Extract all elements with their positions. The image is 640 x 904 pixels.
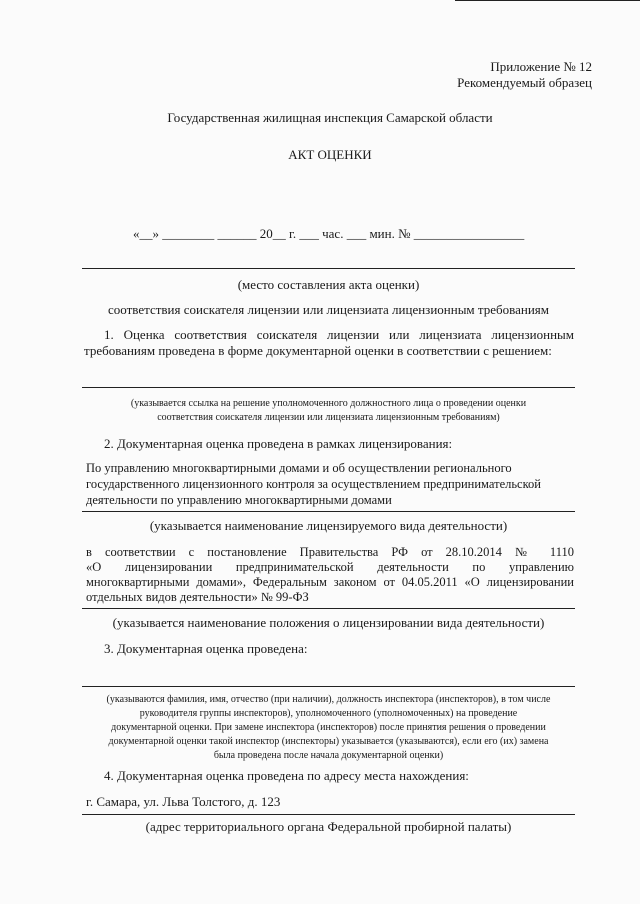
section4-underline	[82, 814, 575, 815]
section2-regulation-underline	[82, 608, 575, 609]
section1-line1: 1. Оценка соответствия соискателя лицензии или лицензиата лицензионным	[104, 327, 574, 342]
section1-line2: требованиям проведена в форме документарной оценки в соответствии с решением:	[84, 343, 552, 358]
place-caption: (место составления акта оценки)	[237, 277, 420, 292]
section2-activity-underline	[82, 511, 575, 512]
section3-underline	[82, 686, 575, 687]
document-title: АКТ ОЦЕНКИ	[288, 147, 372, 162]
section3-caption-line4: документарной оценки такой инспектор (инспекторы) указывается (указываются), если его (их) замена	[108, 736, 549, 747]
section3-caption-line1: (указываются фамилия, имя, отчество (при наличии), должность инспектора (инспекторов), в том числе	[106, 694, 551, 705]
place-underline	[82, 268, 575, 269]
organization-name: Государственная жилищная инспекция Самарской области	[167, 110, 493, 125]
section2-activity-line1: По управлению многоквартирными домами и об осуществлении регионального	[86, 461, 512, 475]
sample-label: Рекомендуемый образец	[457, 75, 592, 90]
date-number-line: «__» ________ ______ 20__ г. ___ час. ___ мин. № _________________	[133, 226, 525, 241]
appendix-number: Приложение № 12	[490, 59, 592, 74]
section2-activity-caption: (указывается наименование лицензируемого вида деятельности)	[149, 518, 508, 533]
section4-address: г. Самара, ул. Льва Толстого, д. 123	[86, 794, 281, 809]
scan-artifact-line	[455, 0, 640, 1]
section2-regulation-line3: многоквартирными домами», Федеральным законом от 04.05.2011 «О лицензировании	[86, 575, 574, 589]
section2-regulation-line2: «О лицензировании предпринимательской деятельности по управлению	[86, 560, 574, 574]
section1-underline	[82, 387, 575, 388]
section3-caption-line5: была проведена после начала документарной оценки)	[213, 750, 444, 761]
section2-activity-line3: деятельности по управлению многоквартирными домами	[86, 493, 392, 507]
section2-regulation-line1: в соответствии с постановление Правительства РФ от 28.10.2014 № 1110	[86, 545, 574, 559]
section4-caption: (адрес территориального органа Федеральной пробирной палаты)	[145, 819, 512, 834]
section3-caption-line2: руководителя группы инспекторов), уполномоченного (уполномоченных) на проведение	[139, 708, 518, 719]
section2-regulation-line4: отдельных видов деятельности» № 99-ФЗ	[86, 590, 309, 604]
section3-heading: 3. Документарная оценка проведена:	[104, 641, 308, 656]
section2-regulation-caption: (указывается наименование положения о лицензировании вида деятельности)	[112, 615, 545, 630]
section1-caption-line2: соответствия соискателя лицензии или лицензиата лицензионным требованиям)	[157, 412, 500, 423]
section2-heading: 2. Документарная оценка проведена в рамках лицензирования:	[104, 436, 453, 451]
act-subtitle: соответствия соискателя лицензии или лицензиата лицензионным требованиям	[108, 302, 549, 317]
section3-caption-line3: документарной оценки. При замене инспектора (инспекторов) после принятия решения о проведении	[111, 722, 546, 733]
section2-activity-line2: государственного лицензионного контроля за осуществлением предпринимательской	[86, 477, 541, 491]
section1-caption-line1: (указывается ссылка на решение уполномоченного должностного лица о проведении оценки	[130, 398, 527, 409]
section4-heading: 4. Документарная оценка проведена по адресу места нахождения:	[104, 768, 469, 783]
